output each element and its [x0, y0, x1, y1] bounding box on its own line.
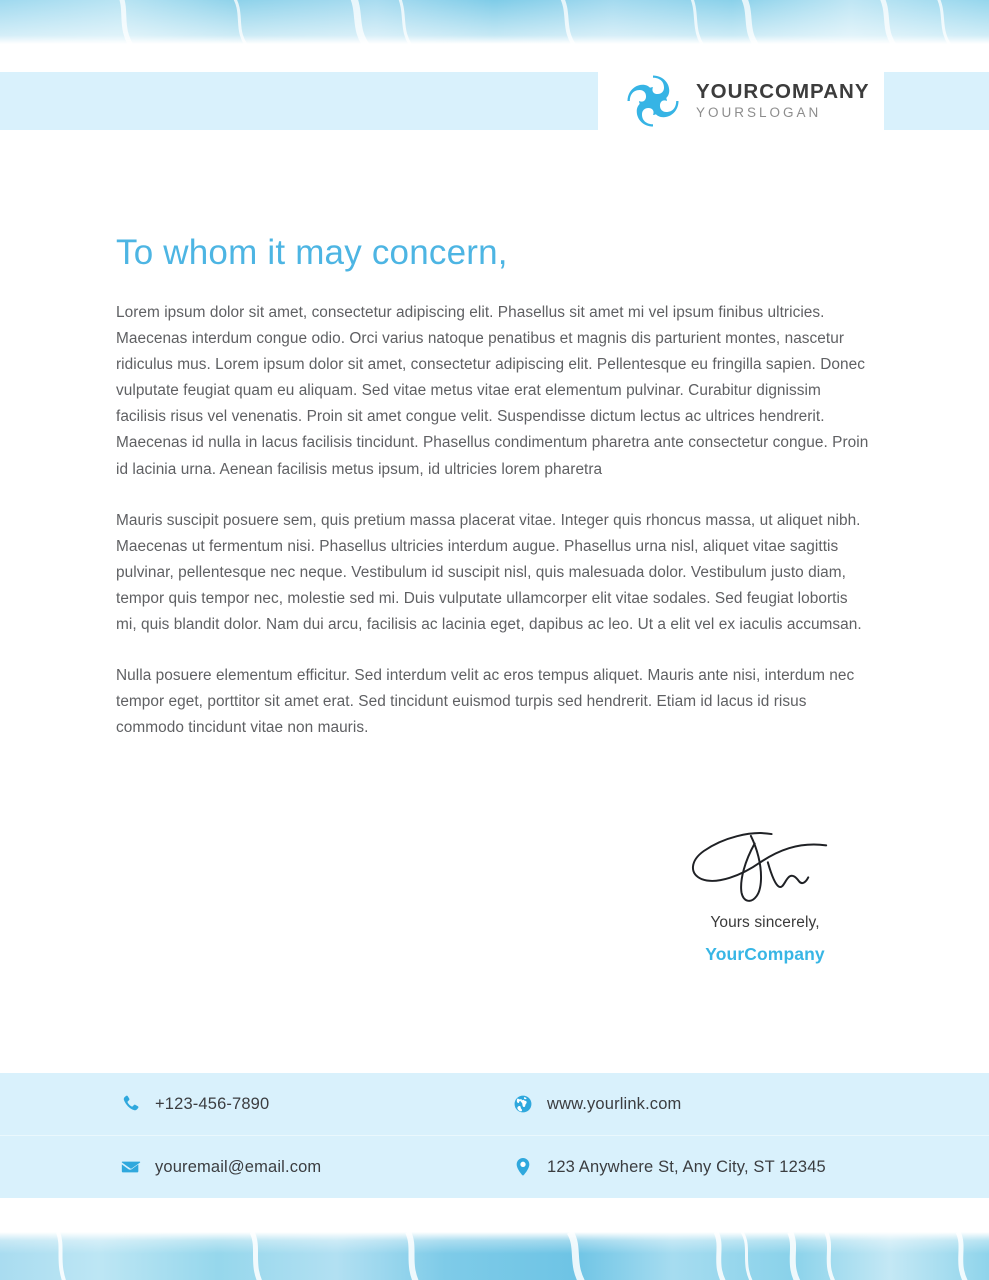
footer-phone-item[interactable] [120, 1093, 269, 1115]
top-decorative-band [0, 0, 989, 44]
company-slogan: YOURSLOGAN [696, 104, 822, 120]
footer-phone-text: +123-456-7890 [155, 1094, 270, 1113]
location-pin-icon [512, 1156, 534, 1178]
footer-email-text: youremail@email.com [155, 1157, 322, 1176]
globe-icon [512, 1093, 534, 1115]
letter-paragraph-1: Lorem ipsum dolor sit amet, consectetur adipiscing elit. Phasellus sit amet mi vel ipsum finibus ultricies. Maecenas interdum congue odio. Orci varius natoque penatibus et magnis dis parturient montes, nascetur ridiculus mus. Lorem ipsum dolor sit amet, consectetur adipiscing elit. Pellentesque eu fringilla sapien. Donec vulputate feugiat quam eu aliquam. Sed vitae metus vitae erat elementum pulvinar. Curabitur dignissim facilisis risus vel venenatis. Proin sit amet congue velit. Suspendisse dictum lectus ac ultrices hendrerit. Maecenas id nulla in lacus facilisis tincidunt. Phasellus condimentum pharetra ante consectetur congue. Proin id lacinia urna. Aenean facilisis metus ipsum, id ultricies lorem pharetra [116, 304, 869, 478]
handwritten-signature-icon [685, 828, 845, 906]
footer-email-item[interactable] [120, 1156, 321, 1178]
signature-block [640, 828, 890, 965]
company-name: YOURCOMPANY [696, 79, 870, 103]
footer-row-1 [0, 1073, 989, 1135]
bottom-decorative-band [0, 1232, 989, 1280]
header-bar-right [872, 72, 989, 130]
letter-paragraph-3: Nulla posuere elementum efficitur. Sed interdum velit ac eros tempus aliquet. Mauris ante nisi, interdum nec tempor eget, porttitor sit amet erat. Sed tincidunt euismod turpis sed hendrerit. Etiam id lacus id risus commodo tincidunt vitae non mauris. [116, 667, 855, 737]
footer-address-item[interactable] [512, 1156, 826, 1178]
letter-body [116, 232, 872, 741]
signature-company: YourCompany [705, 944, 825, 964]
signature-closing: Yours sincerely, [710, 914, 820, 931]
header-bar-left [0, 72, 598, 130]
logo-text-block [696, 81, 870, 122]
company-logo-block [620, 68, 884, 134]
footer-row-2 [0, 1136, 989, 1198]
letter-paragraph-2: Mauris suscipit posuere sem, quis pretium massa placerat vitae. Integer quis rhoncus massa, ut aliquet nibh. Maecenas ut fermentum nisi. Phasellus ultricies interdum augue. Phasellus urna nisl, aliquet vitae sagittis pulvinar, pellentesque nec neque. Vestibulum id suscipit nisl, quis malesuada dolor. Vestibulum justo diam, tempor quis tempor nec, molestie sed mi. Duis vulputate ullamcorper elit vitae sodales. Sed feugiat lobortis mi, quis blandit dolor. Nam dui arcu, facilisis ac lacinia eget, dapibus ac leo. Ut a elit vel ex iaculis accumsan. [116, 511, 862, 634]
footer-website-text: www.yourlink.com [547, 1094, 682, 1113]
letter-salutation: To whom it may concern, [116, 233, 508, 272]
footer-contact-block [0, 1073, 989, 1203]
phone-icon [120, 1093, 142, 1115]
footer-address-text: 123 Anywhere St, Any City, ST 12345 [547, 1157, 826, 1176]
spiral-shutter-logo-icon [624, 72, 682, 130]
envelope-icon [120, 1156, 142, 1178]
footer-website-item[interactable] [512, 1093, 681, 1115]
